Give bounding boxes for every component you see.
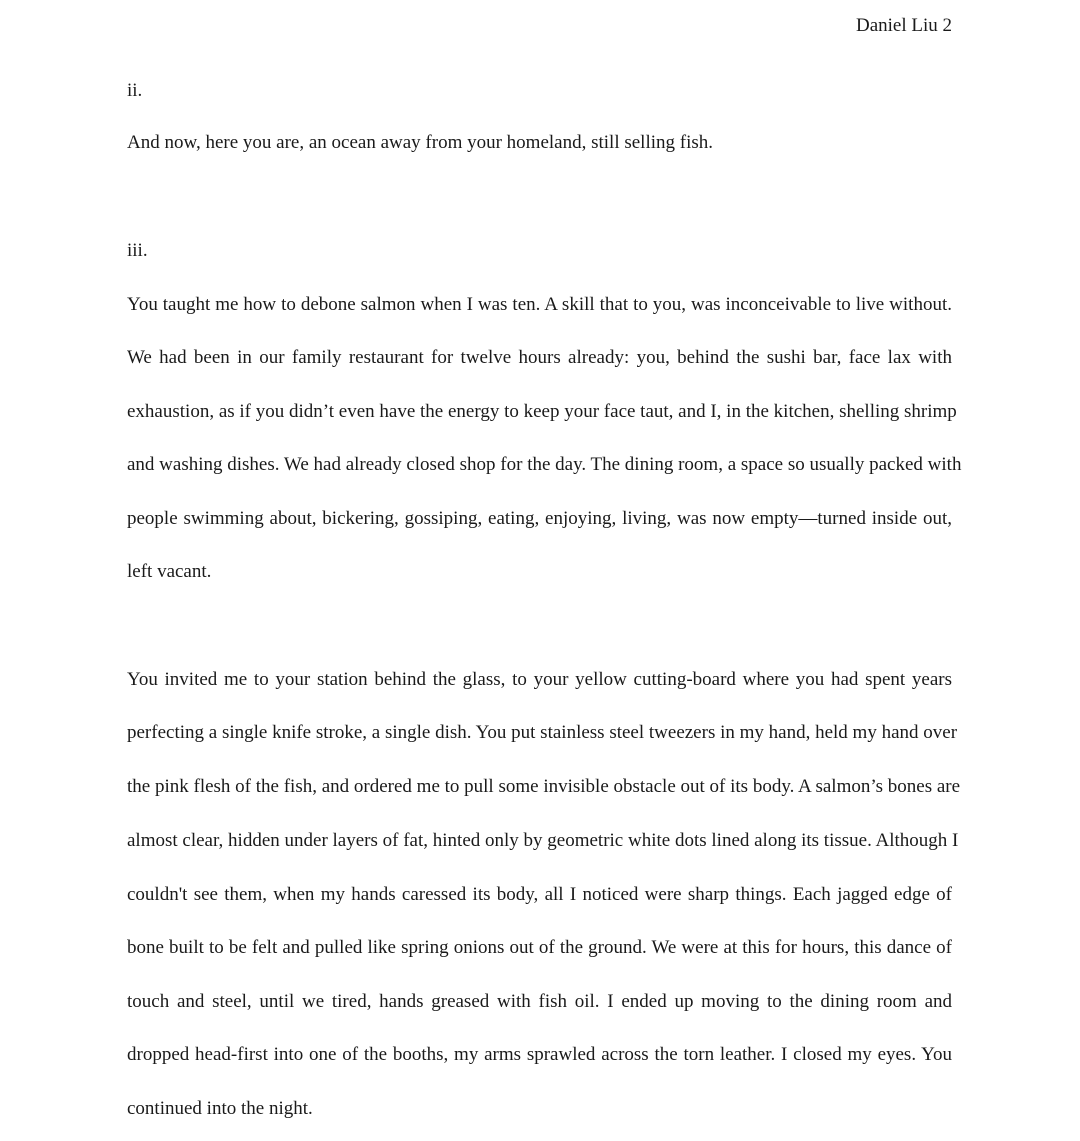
paragraph-line: You taught me how to debone salmon when I was ten. A skill that to you, was inconceivable to live without. bbox=[127, 294, 952, 315]
paragraph-line: dropped head-first into one of the booths, my arms sprawled across the torn leather. I closed my eyes. You bbox=[127, 1044, 952, 1065]
section-numeral-ii: ii. bbox=[127, 80, 143, 101]
paragraph-line: We had been in our family restaurant for twelve hours already: you, behind the sushi bar, face lax with bbox=[127, 347, 952, 368]
paragraph-line: exhaustion, as if you didn’t even have the energy to keep your face taut, and I, in the kitchen, shelling shrimp bbox=[127, 401, 957, 422]
paragraph-line: people swimming about, bickering, gossiping, eating, enjoying, living, was now empty—turned inside out, bbox=[127, 508, 952, 529]
running-head: Daniel Liu 2 bbox=[855, 15, 952, 36]
paragraph-line: perfecting a single knife stroke, a single dish. You put stainless steel tweezers in my hand, held my hand over bbox=[127, 722, 958, 743]
paragraph-line: And now, here you are, an ocean away from your homeland, still selling fish. bbox=[127, 132, 714, 153]
paragraph-line: bone built to be felt and pulled like spring onions out of the ground. We were at this for hours, this dance of bbox=[127, 937, 952, 958]
paragraph-line: You invited me to your station behind the glass, to your yellow cutting-board where you had spent years bbox=[127, 669, 952, 690]
paragraph-line: continued into the night. bbox=[127, 1098, 313, 1119]
paragraph-line: touch and steel, until we tired, hands greased with fish oil. I ended up moving to the dining room and bbox=[127, 991, 952, 1012]
paragraph-line: left vacant. bbox=[127, 561, 212, 582]
paragraph-line: couldn't see them, when my hands caressed its body, all I noticed were sharp things. Each jagged edge of bbox=[127, 884, 952, 905]
paragraph-line: the pink flesh of the fish, and ordered me to pull some invisible obstacle out of its body. A salmon’s bones are bbox=[127, 776, 961, 797]
section-numeral-iii: iii. bbox=[127, 240, 148, 261]
paragraph-line: almost clear, hidden under layers of fat, hinted only by geometric white dots lined along its tissue. Although I bbox=[127, 830, 959, 851]
paragraph-line: and washing dishes. We had already closed shop for the day. The dining room, a space so usually packed with bbox=[127, 454, 962, 475]
